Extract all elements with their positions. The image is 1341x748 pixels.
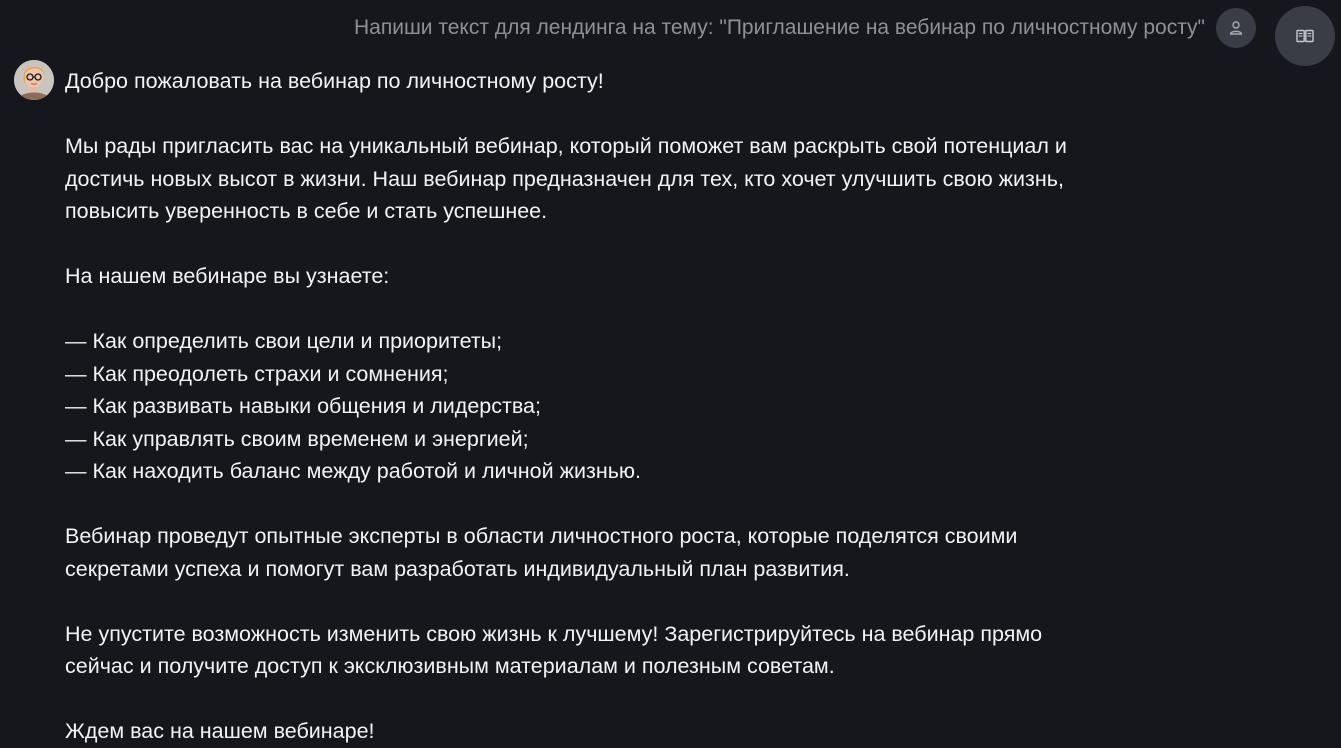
user-icon xyxy=(1228,20,1244,36)
reply-cta-line: сейчас и получите доступ к эксклюзивным материалам и полезным советам. xyxy=(65,654,835,678)
reply-intro-line: достичь новых высот в жизни. Наш вебинар предназначен для тех, кто хочет улучшить свою жизнь, xyxy=(65,166,1064,191)
reply-list-item: — Как находить баланс между работой и личной жизнью. xyxy=(65,459,641,483)
reply-list-item: — Как определить свои цели и приоритеты; xyxy=(65,329,503,353)
reply-list-item: — Как преодолеть страхи и сомнения; xyxy=(65,361,449,386)
reader-mode-button[interactable] xyxy=(1275,6,1335,66)
reply-heading: Добро пожаловать на вебинар по личностному росту! xyxy=(65,69,604,93)
reply-list-item: — Как управлять своим временем и энергией; xyxy=(65,426,529,451)
user-prompt: Напиши текст для лендинга на тему: "Приглашение на вебинар по личностному росту" xyxy=(354,16,1205,39)
reply-cta-line: Не упустите возможность изменить свою жизнь к лучшему! Зарегистрируйтесь на вебинар прямо xyxy=(65,621,1043,646)
reply-closing: Ждем вас на нашем вебинаре! xyxy=(65,719,375,743)
book-open-icon xyxy=(1296,29,1314,43)
reply-intro-line: Мы рады пригласить вас на уникальный вебинар, который поможет вам раскрыть свой потенциал и xyxy=(65,134,1067,158)
assistant-avatar-image xyxy=(14,60,54,100)
user-avatar xyxy=(1216,8,1256,48)
reply-experts-line: Вебинар проведут опытные эксперты в области личностного роста, которые поделятся своими xyxy=(65,524,1018,548)
assistant-reply xyxy=(65,65,1245,748)
reply-list-title: На нашем вебинаре вы узнаете: xyxy=(65,264,390,288)
reply-list-item: — Как развивать навыки общения и лидерства; xyxy=(65,394,541,418)
reply-experts-line: секретами успеха и помогут вам разработать индивидуальный план развития. xyxy=(65,556,850,581)
assistant-avatar xyxy=(14,60,54,100)
reply-intro-line: повысить уверенность в себе и стать успешнее. xyxy=(65,199,548,223)
